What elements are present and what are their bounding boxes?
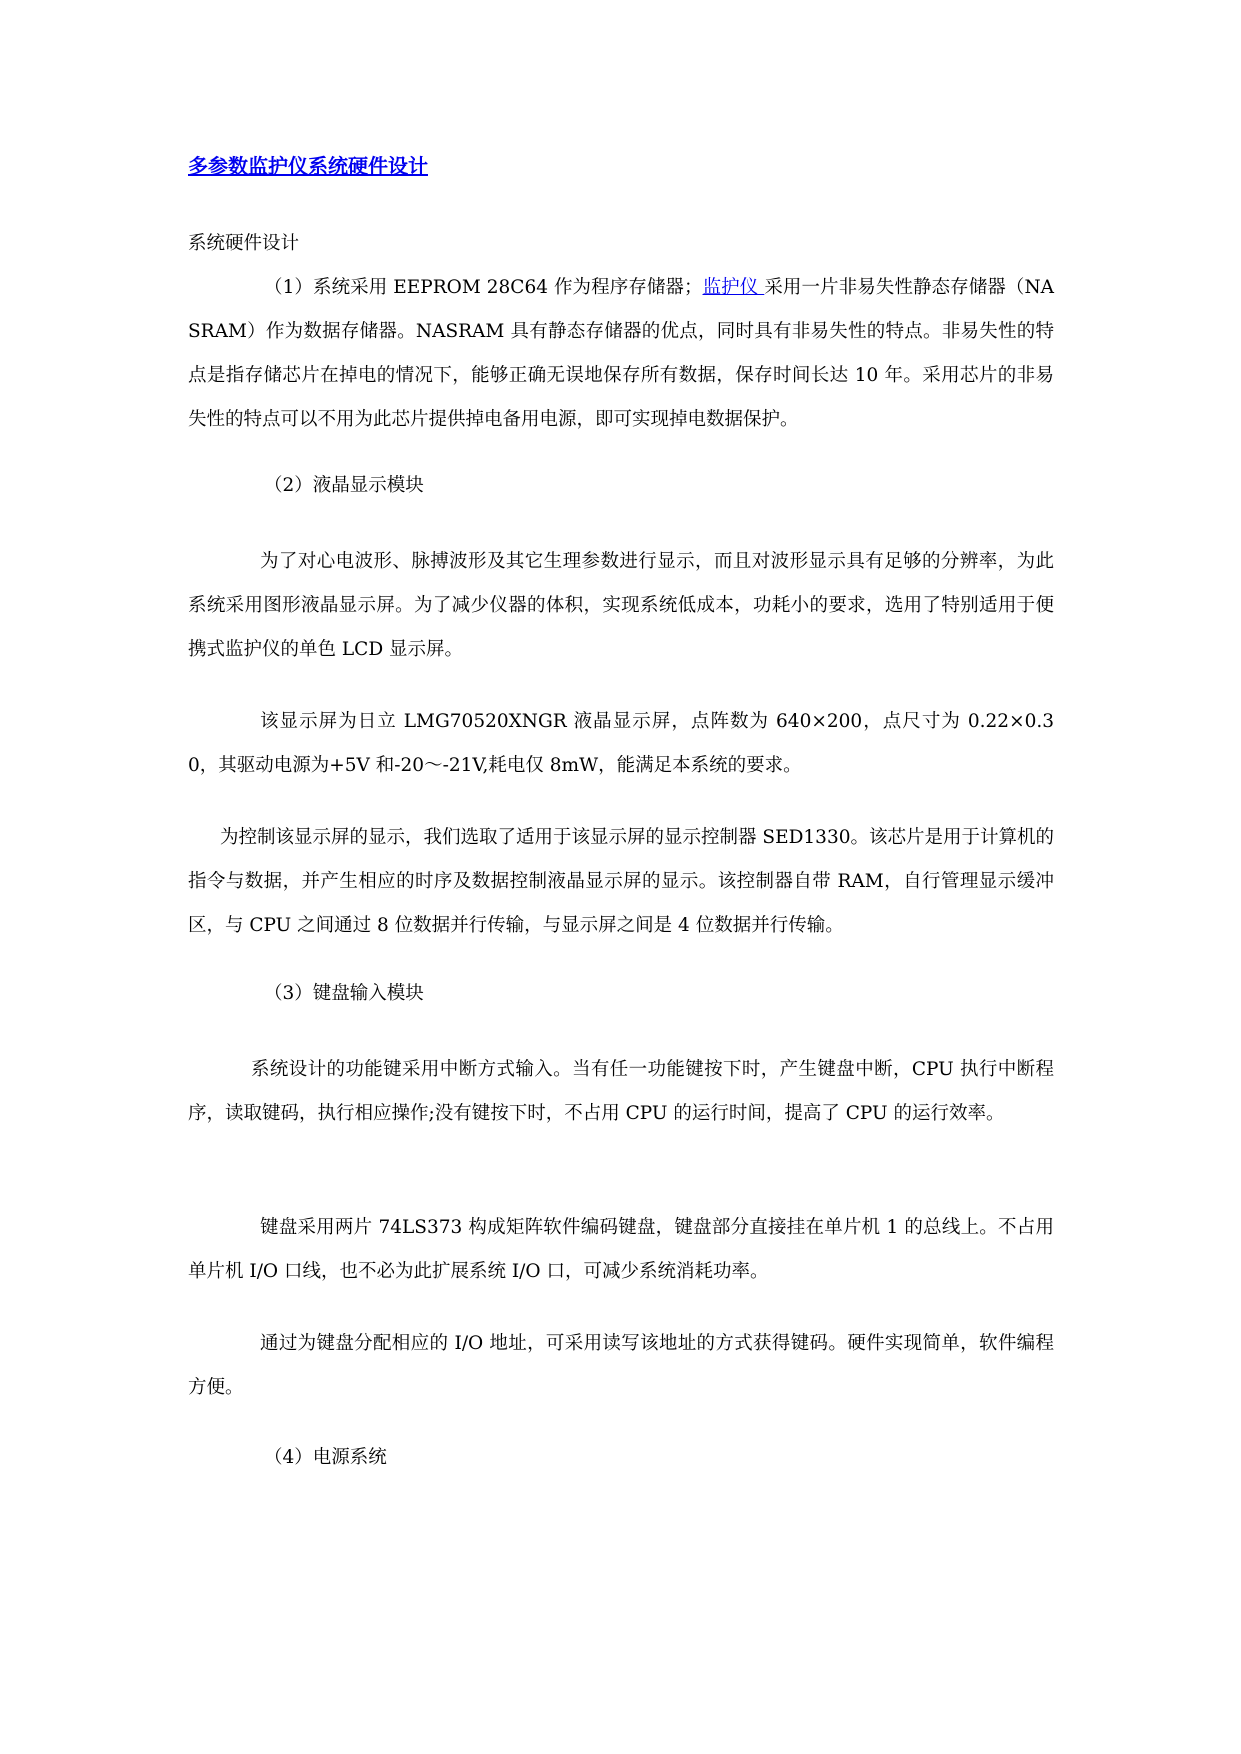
monitor-link[interactable]: 监护仪: [702, 277, 765, 298]
heading-4-text: （4）电源系统: [264, 1447, 387, 1468]
paragraph-1: [188, 266, 1054, 442]
article-title-link[interactable]: 多参数监护仪系统硬件设计: [188, 154, 428, 178]
heading-2: [188, 464, 1054, 508]
paragraph-7-text: 通过为键盘分配相应的 I/O 地址，可采用读写该地址的方式获得键码。硬件实现简单，软件编程方便。: [188, 1333, 1054, 1398]
paragraph-7: [188, 1322, 1054, 1410]
paragraph-3-text: 该显示屏为日立 LMG70520XNGR 液晶显示屏，点阵数为 640×200，点尺寸为 0.22×0.30，其驱动电源为+5V 和-20～-21V,耗电仅 8mW，能满足本系统的要求。: [188, 711, 1054, 776]
heading-3-text: （3）键盘输入模块: [264, 983, 424, 1004]
paragraph-1-suffix: 采用一片非易失性静态存储器（NASRAM）作为数据存储器。NASRAM 具有静态存储器的优点，同时具有非易失性的特点。非易失性的特点是指存储芯片在掉电的情况下，能够正确无误地保存所有数据，保存时间长达 10 年。采用芯片的非易失性的特点可以不用为此芯片提供掉电备用电源，即可实现掉电数据保护。: [188, 277, 1054, 430]
paragraph-6: [188, 1206, 1054, 1294]
paragraph-2-text: 为了对心电波形、脉搏波形及其它生理参数进行显示，而且对波形显示具有足够的分辨率，为此系统采用图形液晶显示屏。为了减少仪器的体积，实现系统低成本，功耗小的要求，选用了特别适用于便携式监护仪的单色 LCD 显示屏。: [188, 551, 1054, 660]
heading-4: [188, 1436, 1054, 1480]
heading-2-text: （2）液晶显示模块: [264, 475, 424, 496]
paragraph-6-text: 键盘采用两片 74LS373 构成矩阵软件编码键盘，键盘部分直接挂在单片机 1 的总线上。不占用单片机 I/O 口线，也不必为此扩展系统 I/O 口，可减少系统消耗功率。: [188, 1217, 1054, 1282]
paragraph-5: [188, 1048, 1054, 1136]
section-heading-text: 系统硬件设计: [188, 233, 300, 254]
section-heading: [188, 222, 1054, 266]
heading-3: [188, 972, 1054, 1016]
paragraph-1-prefix: （1）系统采用 EEPROM 28C64 作为程序存储器；: [264, 277, 703, 298]
paragraph-4-text: 为控制该显示屏的显示，我们选取了适用于该显示屏的显示控制器 SED1330。该芯片是用于计算机的指令与数据，并产生相应的时序及数据控制液晶显示屏的显示。该控制器自带 RAM，自行管理显示缓冲区，与 CPU 之间通过 8 位数据并行传输，与显示屏之间是 4 位数据并行传输。: [188, 827, 1054, 936]
paragraph-4: [188, 816, 1054, 948]
paragraph-2: [188, 540, 1054, 672]
paragraph-5-text: 系统设计的功能键采用中断方式输入。当有任一功能键按下时，产生键盘中断，CPU 执行中断程序，读取键码，执行相应操作;没有键按下时，不占用 CPU 的运行时间，提高了 CPU 的运行效率。: [188, 1059, 1054, 1124]
paragraph-3: [188, 700, 1054, 788]
